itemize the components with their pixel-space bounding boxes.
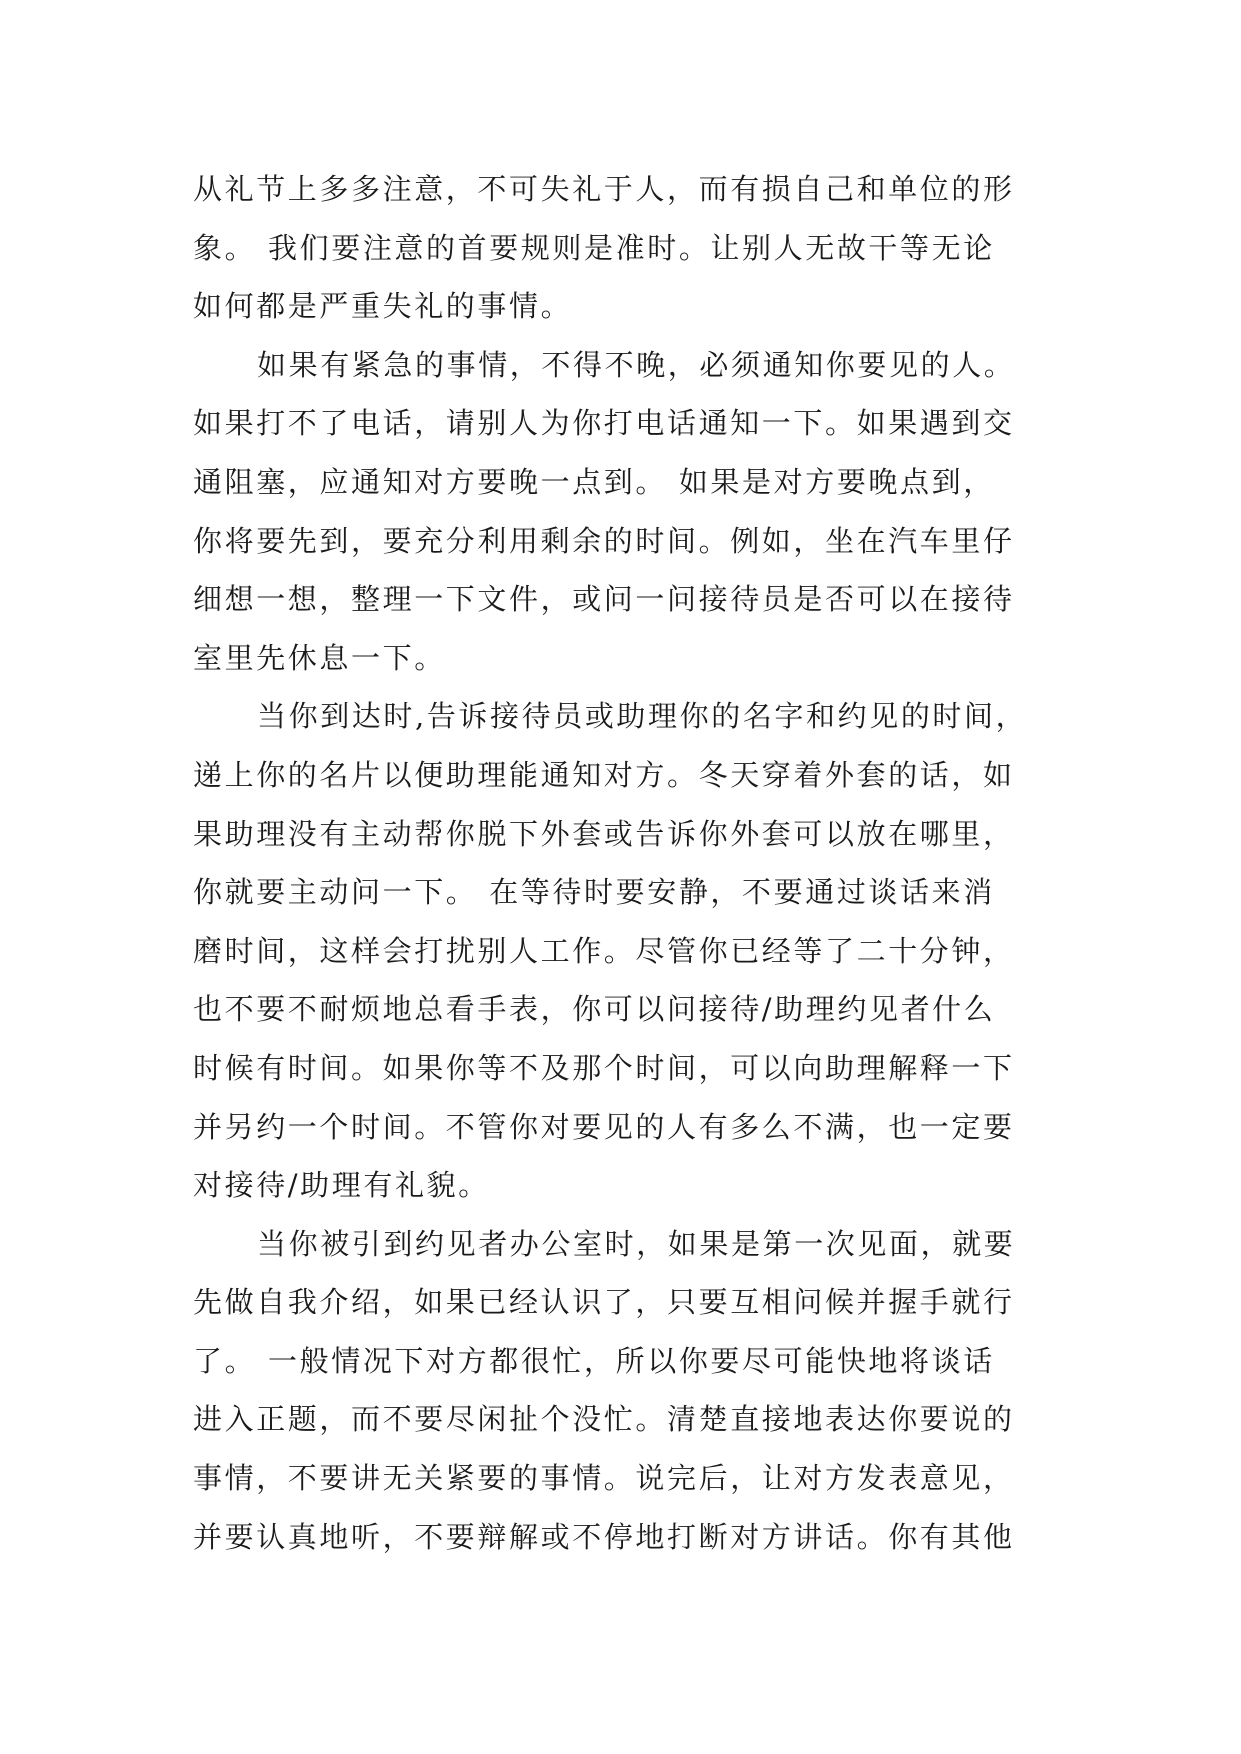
text-line: 进入正题，而不要尽闲扯个没忙。清楚直接地表达你要说的	[193, 1402, 1015, 1437]
text-line: 了。 一般情况下对方都很忙，所以你要尽可能快地将谈话	[193, 1343, 995, 1378]
text-line: 从礼节上多多注意，不可失礼于人，而有损自己和单位的形	[193, 172, 1015, 206]
text-line: 细想一想，整理一下文件，或问一问接待员是否可以在接待	[193, 582, 1015, 617]
text-line: 也不要不耐烦地总看手表，你可以问接待/助理约见者什么	[193, 992, 996, 1027]
paragraph-first-line: 当你到达时,告诉接待员或助理你的名字和约见的时间，	[257, 699, 1028, 734]
paragraph-first-line: 如果有紧急的事情，不得不晚，必须通知你要见的人。	[257, 347, 1016, 382]
text-line: 对接待/助理有礼貌。	[193, 1168, 490, 1203]
text-line: 你将要先到，要充分利用剩余的时间。例如，坐在汽车里仔	[193, 523, 1015, 558]
text-line: 事情，不要讲无关紧要的事情。说完后，让对方发表意见，	[193, 1461, 1015, 1496]
text-line: 象。 我们要注意的首要规则是准时。让别人无故干等无论	[193, 230, 995, 265]
text-line: 先做自我介绍，如果已经认识了，只要互相问候并握手就行	[193, 1285, 1015, 1320]
text-line: 时候有时间。如果你等不及那个时间，可以向助理解释一下	[193, 1050, 1015, 1085]
paragraph-first-line: 当你被引到约见者办公室时，如果是第一次见面，就要	[257, 1226, 1016, 1261]
text-line: 通阻塞，应通知对方要晚一点到。 如果是对方要晚点到，	[193, 464, 995, 499]
text-line: 果助理没有主动帮你脱下外套或告诉你外套可以放在哪里，	[193, 816, 1015, 851]
document-body	[193, 160, 1053, 1566]
text-line: 磨时间，这样会打扰别人工作。尽管你已经等了二十分钟，	[193, 933, 1015, 968]
text-line: 并另约一个时间。不管你对要见的人有多么不满，也一定要	[193, 1109, 1015, 1144]
text-line: 如果打不了电话，请别人为你打电话通知一下。如果遇到交	[193, 406, 1015, 441]
text-line: 室里先休息一下。	[193, 640, 446, 675]
text-line: 如何都是严重失礼的事情。	[193, 289, 573, 324]
text-line: 你就要主动问一下。 在等待时要安静，不要通过谈话来消	[193, 875, 995, 910]
text-line: 递上你的名片以便助理能通知对方。冬天穿着外套的话，如	[193, 757, 1015, 792]
text-line: 并要认真地听，不要辩解或不停地打断对方讲话。你有其他	[193, 1519, 1015, 1554]
